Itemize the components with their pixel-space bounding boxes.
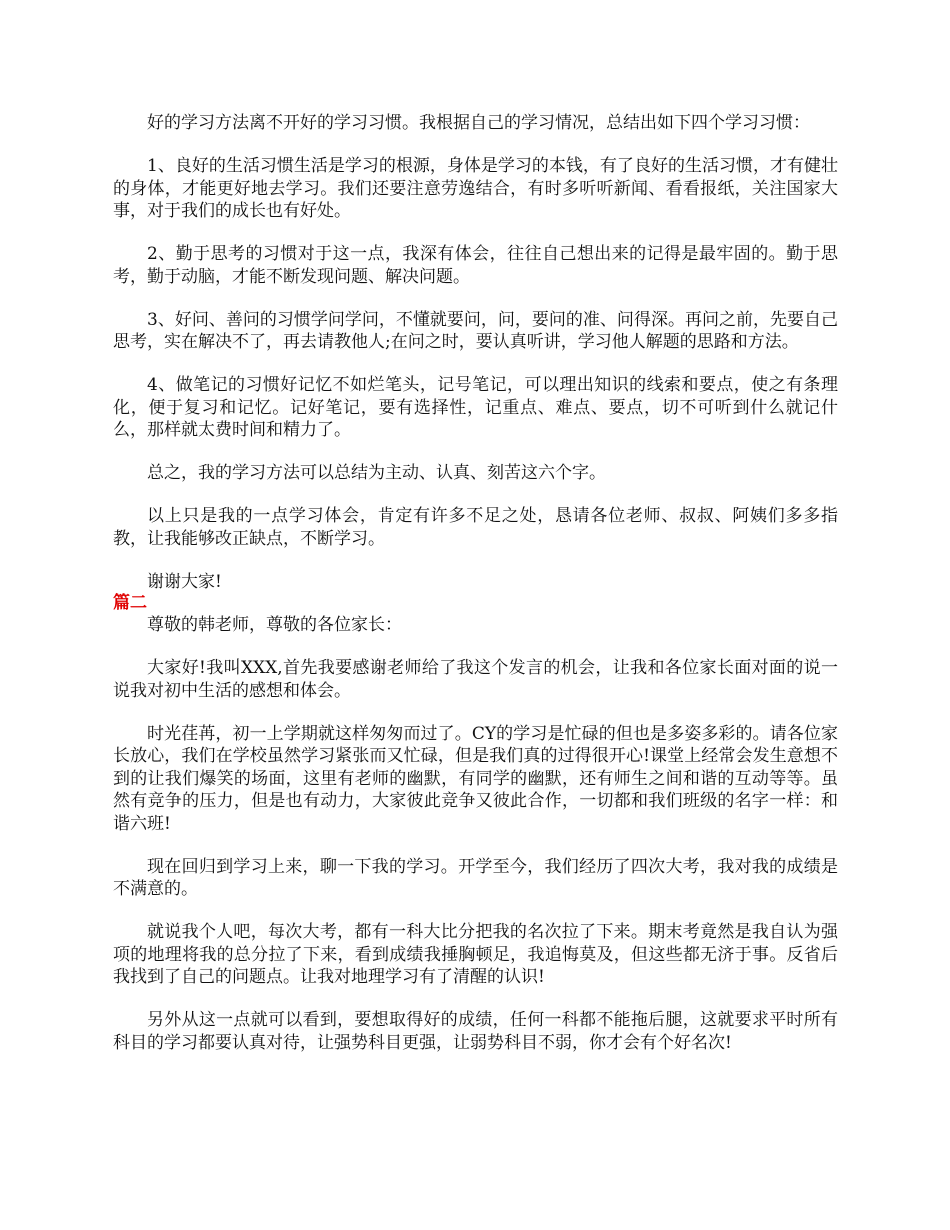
section-heading: 篇二 — [113, 593, 147, 613]
paragraph-intro: 好的学习方法离不开好的学习习惯。我根据自己的学习情况，总结出如下四个学习习惯： — [147, 113, 810, 133]
document-page — [113, 112, 838, 1075]
paragraph-habit-3: 3、好问、善问的习惯学问学问，不懂就要问，问，要问的准、问得深。再问之前，先要自己思考，实在解决不了，再去请教他人;在问之时，要认真听讲，学习他人解题的思路和方法。 — [113, 309, 838, 352]
paragraph-habit-2: 2、勤于思考的习惯对于这一点，我深有体会，往往自己想出来的记得是最牢固的。勤于思考，勤于动脑，才能不断发现问题、解决问题。 — [113, 244, 838, 287]
paragraph-school-life: 时光荏苒，初一上学期就这样匆匆而过了。CY的学习是忙碌的但也是多姿多彩的。请各位家长放心，我们在学校虽然学习紧张而又忙碌，但是我们真的过得很开心!课堂上经常会发生意想不到的让我们爆笑的场面，这里有老师的幽默，有同学的幽默，还有师生之间和谐的互动等等。虽然有竞争的压力，但是也有动力，大家彼此竞争又彼此合作，一切都和我们班级的名字一样：和谐六班! — [113, 723, 838, 834]
paragraph-conclusion: 另外从这一点就可以看到，要想取得好的成绩，任何一科都不能拖后腿，这就要求平时所有科目的学习都要认真对待，让强势科目更强，让弱势科目不弱，你才会有个好名次! — [113, 1010, 838, 1053]
paragraph-habit-4: 4、做笔记的习惯好记忆不如烂笔头，记号笔记，可以理出知识的线索和要点，使之有条理化，便于复习和记忆。记好笔记，要有选择性，记重点、难点、要点，切不可听到什么就记什么，那样就太费时间和精力了。 — [113, 375, 838, 440]
paragraph-habit-1: 1、良好的生活习惯生活是学习的根源，身体是学习的本钱，有了良好的生活习惯，才有健壮的身体，才能更好地去学习。我们还要注意劳逸结合，有时多听听新闻、看看报纸，关注国家大事，对于我们的成长也有好处。 — [113, 156, 838, 221]
paragraph-summary: 总之，我的学习方法可以总结为主动、认真、刻苦这六个字。 — [147, 463, 606, 483]
paragraph-intro-2: 大家好!我叫XXX,首先我要感谢老师给了我这个发言的机会，让我和各位家长面对面的说一说我对初中生活的感想和体会。 — [113, 658, 838, 701]
paragraph-closing: 以上只是我的一点学习体会，肯定有许多不足之处，恳请各位老师、叔叔、阿姨们多多指教，让我能够改正缺点，不断学习。 — [113, 506, 838, 549]
paragraph-greeting: 尊敬的韩老师，尊敬的各位家长： — [147, 615, 402, 635]
paragraph-thanks: 谢谢大家! — [147, 571, 222, 592]
paragraph-reflection: 就说我个人吧，每次大考，都有一科大比分把我的名次拉了下来。期末考竟然是我自认为强项的地理将我的总分拉了下来，看到成绩我捶胸顿足，我追悔莫及，但这些都无济于事。反省后我找到了自己的问题点。让我对地理学习有了清醒的认识! — [113, 922, 838, 987]
paragraph-study: 现在回归到学习上来，聊一下我的学习。开学至今，我们经历了四次大考，我对我的成绩是不满意的。 — [113, 856, 838, 899]
